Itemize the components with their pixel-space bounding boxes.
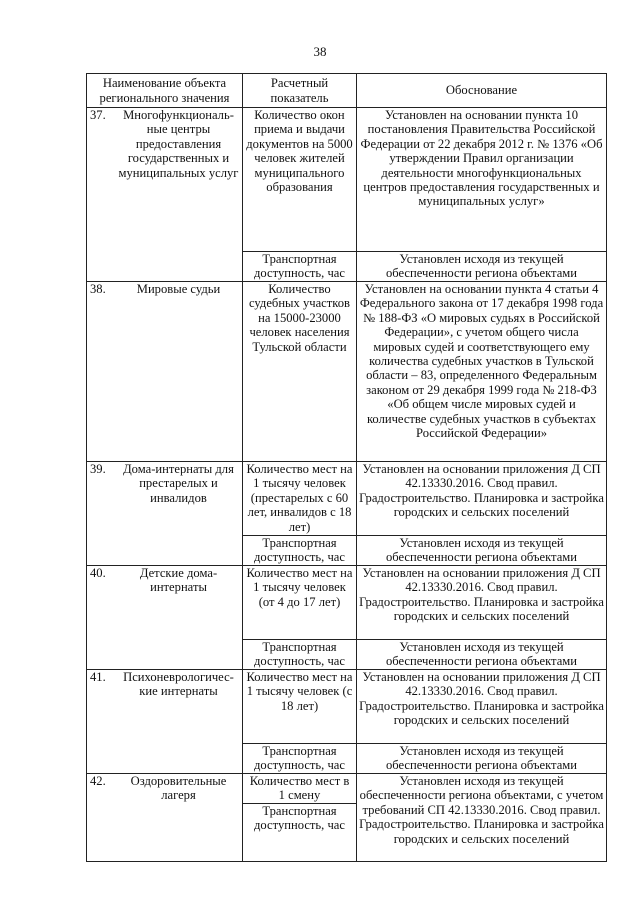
object-name-cell [87, 462, 243, 566]
table-row [87, 108, 607, 252]
basis-cell: Установлен на основании пункта 10 постановления Правительства Российской Федерации от 22 декабря 2012 г. № 1376 «Об утверждении Правил организации деятельности многофункциональных центров предоставления государственных и муниципальных услуг» [357, 108, 607, 252]
table-row [87, 566, 607, 640]
table-row [87, 282, 607, 462]
header-name: Наименование объекта регионального значения [87, 74, 243, 108]
page-number: 38 [313, 44, 327, 59]
indicator-cell: Транспортная доступность, час [243, 744, 357, 774]
header-indicator: Расчетный показатель [243, 74, 357, 108]
indicator-cell: Транспортная доступность, час [243, 536, 357, 566]
indicator-cell: Количество судебных участков на 15000-23000 человек населения Тульской области [243, 282, 357, 462]
basis-cell: Установлен исходя из текущей обеспеченности региона объектами [357, 252, 607, 282]
indicator-cell: Транспортная доступность, час [243, 252, 357, 282]
indicator-cell: Количество мест на 1 тысячу человек (престарелых с 60 лет, инвалидов с 18 лет) [243, 462, 357, 536]
object-name: Мировые судьи [136, 282, 221, 296]
table-row [87, 670, 607, 744]
basis-cell: Установлен на основании пункта 4 статьи 4 Федерального закона от 17 декабря 1998 года № 188-ФЗ «О мировых судьях в Российской Федерации», с учетом общего числа мировых судей и соответствующего ему количества судебных участков в Тульской области – 83, определенного Федеральным законом от 29 декабря 1999 года № 218-ФЗ «Об общем числе мировых судей и количестве судебных участков в субъектах Российской Федерации» [357, 282, 607, 462]
standards-table [86, 73, 607, 862]
object-name-cell [87, 108, 243, 282]
header-basis: Обоснование [357, 74, 607, 108]
basis-cell: Установлен исходя из текущей обеспеченности региона объектами [357, 744, 607, 774]
object-name-cell [87, 282, 243, 462]
object-name: Дома-интернаты для престарелых и инвалидов [123, 462, 234, 505]
row-number: 37. [90, 108, 106, 122]
object-name: Психоневрологичес-кие интернаты [123, 670, 234, 699]
indicator-cell: Транспортная доступность, час [243, 640, 357, 670]
basis-cell: Установлен на основании приложения Д СП 42.13330.2016. Свод правил. Градостроительство. Планировка и застройка городских и сельских поселений [357, 670, 607, 744]
table-row [87, 774, 607, 804]
row-number: 40. [90, 566, 106, 580]
indicator-cell: Транспортная доступность, час [243, 804, 357, 862]
basis-cell: Установлен исходя из текущей обеспеченности региона объектами [357, 640, 607, 670]
object-name: Детские дома-интернаты [139, 566, 218, 595]
object-name: Многофункциональ-ные центры предоставления государственных и муниципальных услуг [118, 108, 239, 180]
indicator-cell: Количество мест в 1 смену [243, 774, 357, 804]
table-row [87, 462, 607, 536]
basis-cell: Установлен на основании приложения Д СП 42.13330.2016. Свод правил. Градостроительство. Планировка и застройка городских и сельских поселений [357, 566, 607, 640]
row-number: 42. [90, 774, 106, 788]
object-name-cell [87, 774, 243, 862]
table-header-row [87, 74, 607, 108]
object-name: Оздоровительные лагеря [130, 774, 227, 803]
object-name-cell [87, 566, 243, 670]
row-number: 38. [90, 282, 106, 296]
row-number: 39. [90, 462, 106, 476]
indicator-cell: Количество окон приема и выдачи документов на 5000 человек жителей муниципального образования [243, 108, 357, 252]
row-number: 41. [90, 670, 106, 684]
basis-cell: Установлен исходя из текущей обеспеченности региона объектами, с учетом требований СП 42.13330.2016. Свод правил. Градостроительство. Планировка и застройка городских и сельских поселений [357, 774, 607, 862]
indicator-cell: Количество мест на 1 тысячу человек (с 18 лет) [243, 670, 357, 744]
basis-cell: Установлен исходя из текущей обеспеченности региона объектами [357, 536, 607, 566]
object-name-cell [87, 670, 243, 774]
indicator-cell: Количество мест на 1 тысячу человек (от 4 до 17 лет) [243, 566, 357, 640]
basis-cell: Установлен на основании приложения Д СП 42.13330.2016. Свод правил. Градостроительство. Планировка и застройка городских и сельских поселений [357, 462, 607, 536]
